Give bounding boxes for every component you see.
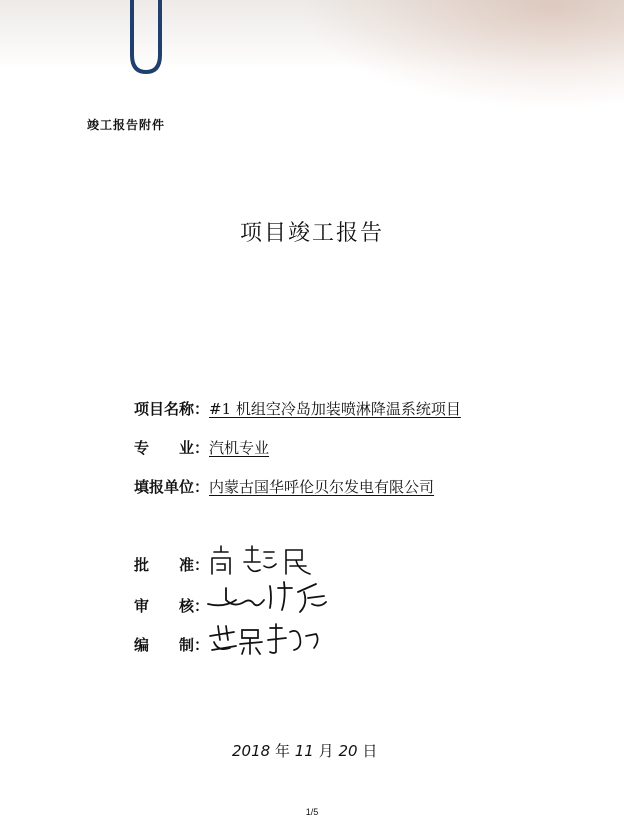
attachment-label: 竣工报告附件 — [87, 118, 166, 132]
approver-signature — [206, 540, 326, 580]
field-label: 专 业： — [134, 439, 210, 457]
reviewer-signature — [204, 578, 334, 618]
prepare-label: 编 制： — [134, 636, 210, 654]
page-number: 1/5 — [305, 807, 319, 817]
reporting-unit-row — [134, 476, 434, 497]
field-value: #1 机组空冷岛加装喷淋降温系统项目 — [209, 400, 461, 418]
preparer-signature — [206, 618, 326, 658]
field-label: 填报单位： — [134, 478, 210, 496]
date-year: 2018 — [232, 742, 271, 760]
project-name-row — [134, 398, 461, 419]
approve-label: 批 准： — [134, 556, 210, 574]
date-month: 11 — [294, 742, 314, 760]
date-year-unit: 年 — [274, 742, 290, 760]
field-label: 项目名称： — [134, 400, 210, 418]
review-label: 审 核： — [134, 597, 210, 615]
page-title: 项目竣工报告 — [239, 221, 384, 246]
page-shadow — [300, 0, 624, 110]
paper-clip-icon — [120, 0, 170, 80]
date-month-unit: 月 — [318, 742, 334, 760]
date-day-unit: 日 — [362, 742, 378, 760]
report-date — [232, 740, 377, 761]
field-value: 内蒙古国华呼伦贝尔发电有限公司 — [209, 478, 435, 496]
date-day: 20 — [338, 742, 358, 760]
specialty-row — [134, 437, 269, 458]
field-value: 汽机专业 — [209, 439, 270, 457]
